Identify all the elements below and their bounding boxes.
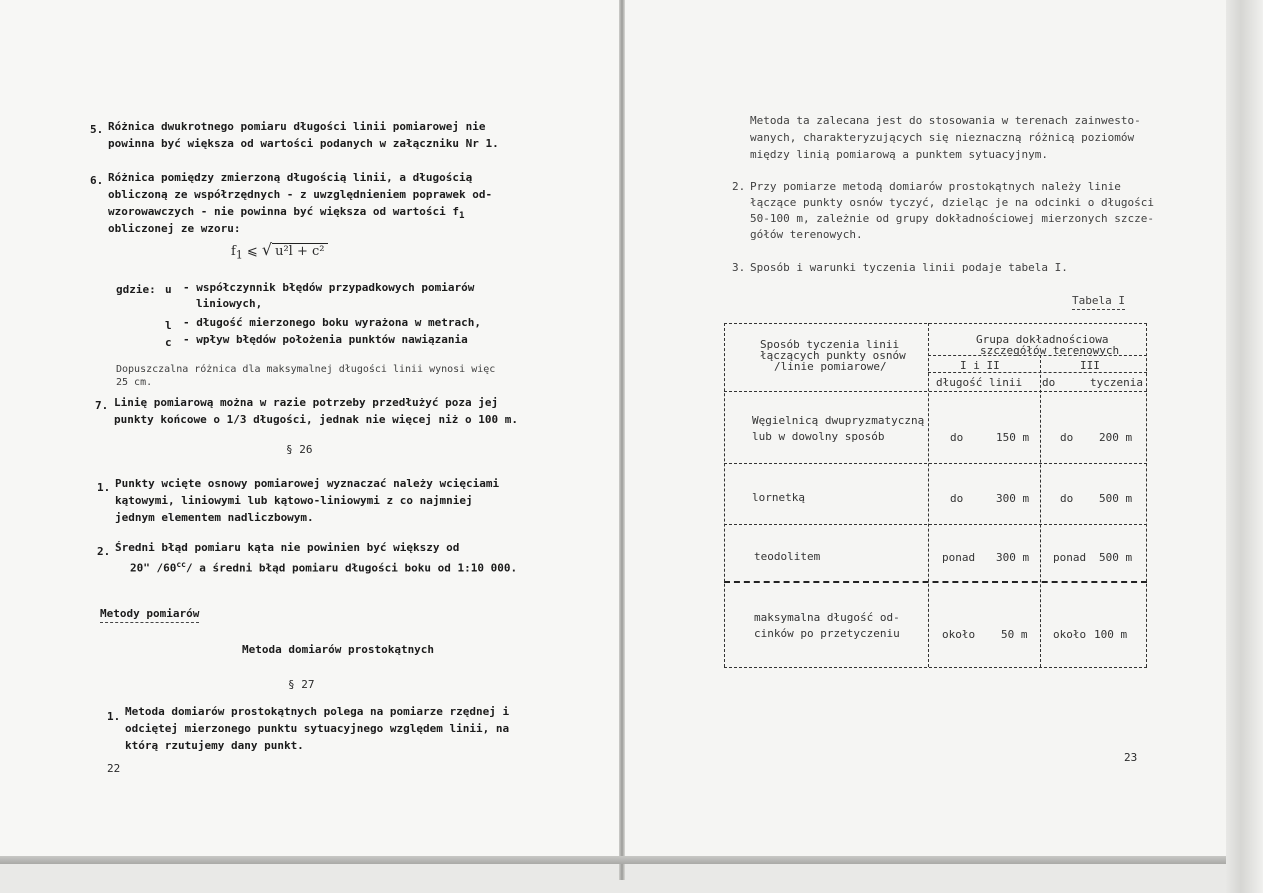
row1-g3-value: 200 m xyxy=(1099,431,1133,444)
item6-line1: Różnica pomiędzy zmierzoną długością linii, a długością xyxy=(108,171,473,184)
intro-line3: między linią pomiarową a punktem sytuacyjnym. xyxy=(750,148,1049,161)
item2-line2: łączące punkty osnów tyczyć, dzieląc je na odcinki o długości xyxy=(750,196,1154,209)
p26-2-line2: 20" $/60^{cc}/$ a średni błąd pomiaru długości boku od 1:10 000. xyxy=(130,560,518,575)
formula-relation: ⩽ xyxy=(246,244,258,259)
item6-line3: wzorowawczych - nie powinna być większa od wartości $f_1$ xyxy=(108,205,465,222)
length-header-3: tyczenia xyxy=(1090,376,1143,389)
item6-subscript: 1 xyxy=(459,210,465,222)
method-title: Metoda domiarów prostokątnych xyxy=(242,643,435,656)
p26-2-number: 2. xyxy=(97,545,111,558)
row3-g12-prefix: ponad xyxy=(942,551,976,564)
row2-g3-prefix: do xyxy=(1060,492,1074,505)
formula-lhs: f xyxy=(231,244,236,259)
item5-number: 5. xyxy=(90,123,104,136)
item2-line1: Przy pomiarze metodą domiarów prostokątnych należy linie xyxy=(750,180,1121,193)
p27-1-line1: Metoda domiarów prostokątnych polega na pomiarze rzędnej i xyxy=(125,705,510,718)
p26-1-line3: jednym elementem nadliczbowym. xyxy=(115,511,314,524)
row1-g3-prefix: do xyxy=(1060,431,1074,444)
row2-g3-value: 500 m xyxy=(1099,492,1133,505)
section-26-heading: § 26 xyxy=(286,443,313,456)
item7-line2: punkty końcowe o 1/3 długości, jednak nie więcej niż o 100 m. xyxy=(114,413,518,426)
item6-number: 6. xyxy=(90,174,104,187)
p26-1-number: 1. xyxy=(97,481,111,494)
row4-method-line2: cinków po przetyczeniu xyxy=(754,627,900,640)
table-1 xyxy=(724,323,1147,668)
row3-g3-prefix: ponad xyxy=(1053,551,1087,564)
where-u-desc: - współczynnik błędów przypadkowych pomiarów xyxy=(183,281,475,294)
left-page-number: 22 xyxy=(107,762,121,775)
formula-lhs-sub: 1 xyxy=(235,248,243,262)
row4-g3-value: 100 m xyxy=(1094,628,1128,641)
where-l-var: l xyxy=(165,319,172,332)
table-caption: Tabela I xyxy=(1072,294,1125,310)
p26-1-line1: Punkty wcięte osnowy pomiarowej wyznaczać należy wcięciami xyxy=(115,477,500,490)
row2-g12-value: 300 m xyxy=(996,492,1030,505)
row3-g12-value: 300 m xyxy=(996,551,1030,564)
item7-line1: Linię pomiarową można w razie potrzeby przedłużyć poza jej xyxy=(114,396,499,409)
p26-2-line1: Średni błąd pomiaru kąta nie powinien być większy od xyxy=(115,541,460,554)
allowed-line2: 25 cm. xyxy=(116,377,153,388)
group-header-line2: szczegółów terenowych xyxy=(980,344,1120,357)
p27-1-line3: którą rzutujemy dany punkt. xyxy=(125,739,304,752)
item5-line1: Różnica dwukrotnego pomiaru długości linii pomiarowej nie xyxy=(108,120,486,133)
where-c-desc: - wpływ błędów położenia punktów nawiązania xyxy=(183,333,468,346)
row4-g12-value: 50 m xyxy=(1001,628,1028,641)
row4-method-line1: maksymalna długość od- xyxy=(754,611,900,624)
p26-1-line2: kątowymi, liniowymi lub kątowo-liniowymi z co najmniej xyxy=(115,494,473,507)
where-l-desc: - długość mierzonego boku wyrażona w metrach, xyxy=(183,316,482,329)
allowed-line1: Dopuszczalna różnica dla maksymalnej długości linii wynosi więc xyxy=(116,364,496,375)
col1-header-line2: łączących punkty osnów xyxy=(760,349,906,362)
row3-g3-value: 500 m xyxy=(1099,551,1133,564)
item6-line2: obliczoną ze współrzędnych - z uwzględnieniem poprawek od- xyxy=(108,188,493,201)
where-u-desc2: liniowych, xyxy=(196,297,263,310)
group-header-line1: Grupa dokładnościowa xyxy=(976,333,1109,346)
intro-line2: wanych, charakteryzujących się nieznaczną różnicą poziomów xyxy=(750,131,1135,144)
where-c-var: c xyxy=(165,336,172,349)
row1-g12-value: 150 m xyxy=(996,431,1030,444)
formula-radicand: u²l + c² xyxy=(272,243,327,259)
sqrt-symbol-icon: √ xyxy=(261,240,273,259)
col1-header-line1: Sposób tyczenia linii xyxy=(760,338,900,351)
item3-number: 3. xyxy=(732,261,746,274)
tolerance-formula xyxy=(231,240,328,262)
where-label: gdzie: xyxy=(116,283,156,296)
row1-g12-prefix: do xyxy=(950,431,964,444)
p27-1-line2: odciętej mierzonego punktu sytuacyjnego względem linii, na xyxy=(125,722,510,735)
row4-g3-prefix: około xyxy=(1053,628,1087,641)
row1-method-line1: Węgielnicą dwupryzmatyczną xyxy=(752,414,925,427)
item2-number: 2. xyxy=(732,180,746,193)
row3-method: teodolitem xyxy=(754,550,821,563)
item6-line4: obliczonej ze wzoru: xyxy=(108,222,241,235)
subheader-group-3: III xyxy=(1080,359,1100,372)
intro-line1: Metoda ta zalecana jest do stosowania w terenach zainwesto- xyxy=(750,114,1141,127)
row4-g12-prefix: około xyxy=(942,628,976,641)
item3-text: Sposób i warunki tyczenia linii podaje tabela I. xyxy=(750,261,1068,274)
row2-g12-prefix: do xyxy=(950,492,964,505)
scan-bottom-edge xyxy=(0,856,1263,864)
book-gutter xyxy=(619,0,625,880)
item2-line3: 50-100 m, zależnie od grupy dokładnościowej mierzonych szcze- xyxy=(750,212,1154,225)
item2-line4: gółów terenowych. xyxy=(750,228,863,241)
right-page-number: 23 xyxy=(1124,751,1138,764)
length-header-1: długość linii xyxy=(936,376,1023,389)
where-u-var: u xyxy=(165,283,172,296)
length-header-2: do xyxy=(1042,376,1056,389)
row1-method-line2: lub w dowolny sposób xyxy=(752,430,885,443)
item7-number: 7. xyxy=(95,399,109,412)
left-page xyxy=(0,0,621,860)
p27-1-number: 1. xyxy=(107,710,121,723)
p26-2-superscript: cc xyxy=(176,560,186,569)
item5-line2: powinna być większa od wartości podanych w załączniku Nr 1. xyxy=(108,137,499,150)
methods-heading: Metody pomiarów xyxy=(100,607,199,623)
row2-method: lornetką xyxy=(752,491,805,504)
subheader-group-1-2: I i II xyxy=(960,359,1000,372)
col1-header-line3: /linie pomiarowe/ xyxy=(774,360,887,373)
section-27-heading: § 27 xyxy=(288,678,315,691)
scan-right-edge xyxy=(1226,0,1263,893)
